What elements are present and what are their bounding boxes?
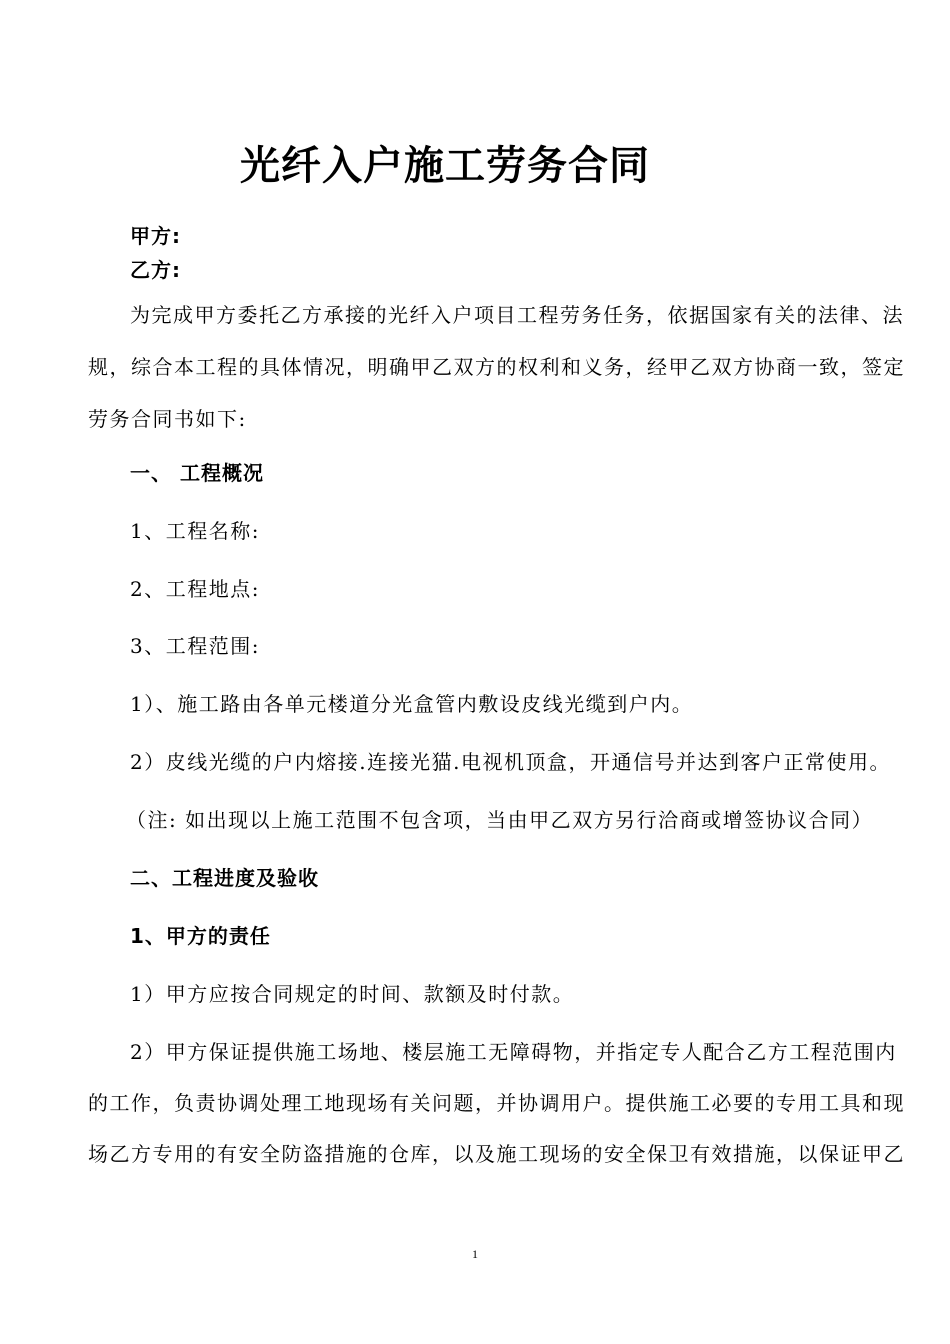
page-number: 1 — [472, 1247, 478, 1261]
party-a-label: 甲方: — [130, 224, 181, 248]
project-name-item: 1、工程名称: — [130, 519, 260, 543]
responsibility-item-2-line-1: 2）甲方保证提供施工场地、楼层施工无障碍物，并指定专人配合乙方工程范围内 — [130, 1040, 897, 1064]
project-scope-item: 3、工程范围: — [130, 634, 260, 658]
responsibility-item-2-line-2: 的工作，负责协调处理工地现场有关问题，并协调用户。提供施工必要的专用工具和现 — [88, 1091, 905, 1115]
scope-detail-2: 2）皮线光缆的户内熔接.连接光猫.电视机顶盒，开通信号并达到客户正常使用。 — [130, 750, 891, 774]
intro-line-3: 劳务合同书如下: — [88, 407, 247, 431]
party-a-responsibility-heading: 1、甲方的责任 — [130, 924, 271, 948]
project-location-item: 2、工程地点: — [130, 577, 260, 601]
document-title: 光纤入户施工劳务合同 — [240, 143, 650, 189]
responsibility-item-1: 1）甲方应按合同规定的时间、款额及时付款。 — [130, 982, 575, 1006]
section-2-heading: 二、工程进度及验收 — [130, 866, 319, 890]
party-b-label: 乙方: — [130, 258, 181, 282]
scope-detail-1: 1）、施工路由各单元楼道分光盒管内敷设皮线光缆到户内。 — [130, 692, 694, 716]
responsibility-item-2-line-3: 场乙方专用的有安全防盗措施的仓库，以及施工现场的安全保卫有效措施，以保证甲乙 — [88, 1142, 905, 1166]
intro-line-2: 规，综合本工程的具体情况，明确甲乙双方的权利和义务，经甲乙双方协商一致，签定 — [88, 355, 905, 379]
scope-note: （注: 如出现以上施工范围不包含项，当由甲乙双方另行洽商或增签协议合同） — [126, 808, 874, 832]
intro-line-1: 为完成甲方委托乙方承接的光纤入户项目工程劳务任务，依据国家有关的法律、法 — [130, 303, 904, 327]
section-1-heading: 一、 工程概况 — [130, 461, 264, 485]
